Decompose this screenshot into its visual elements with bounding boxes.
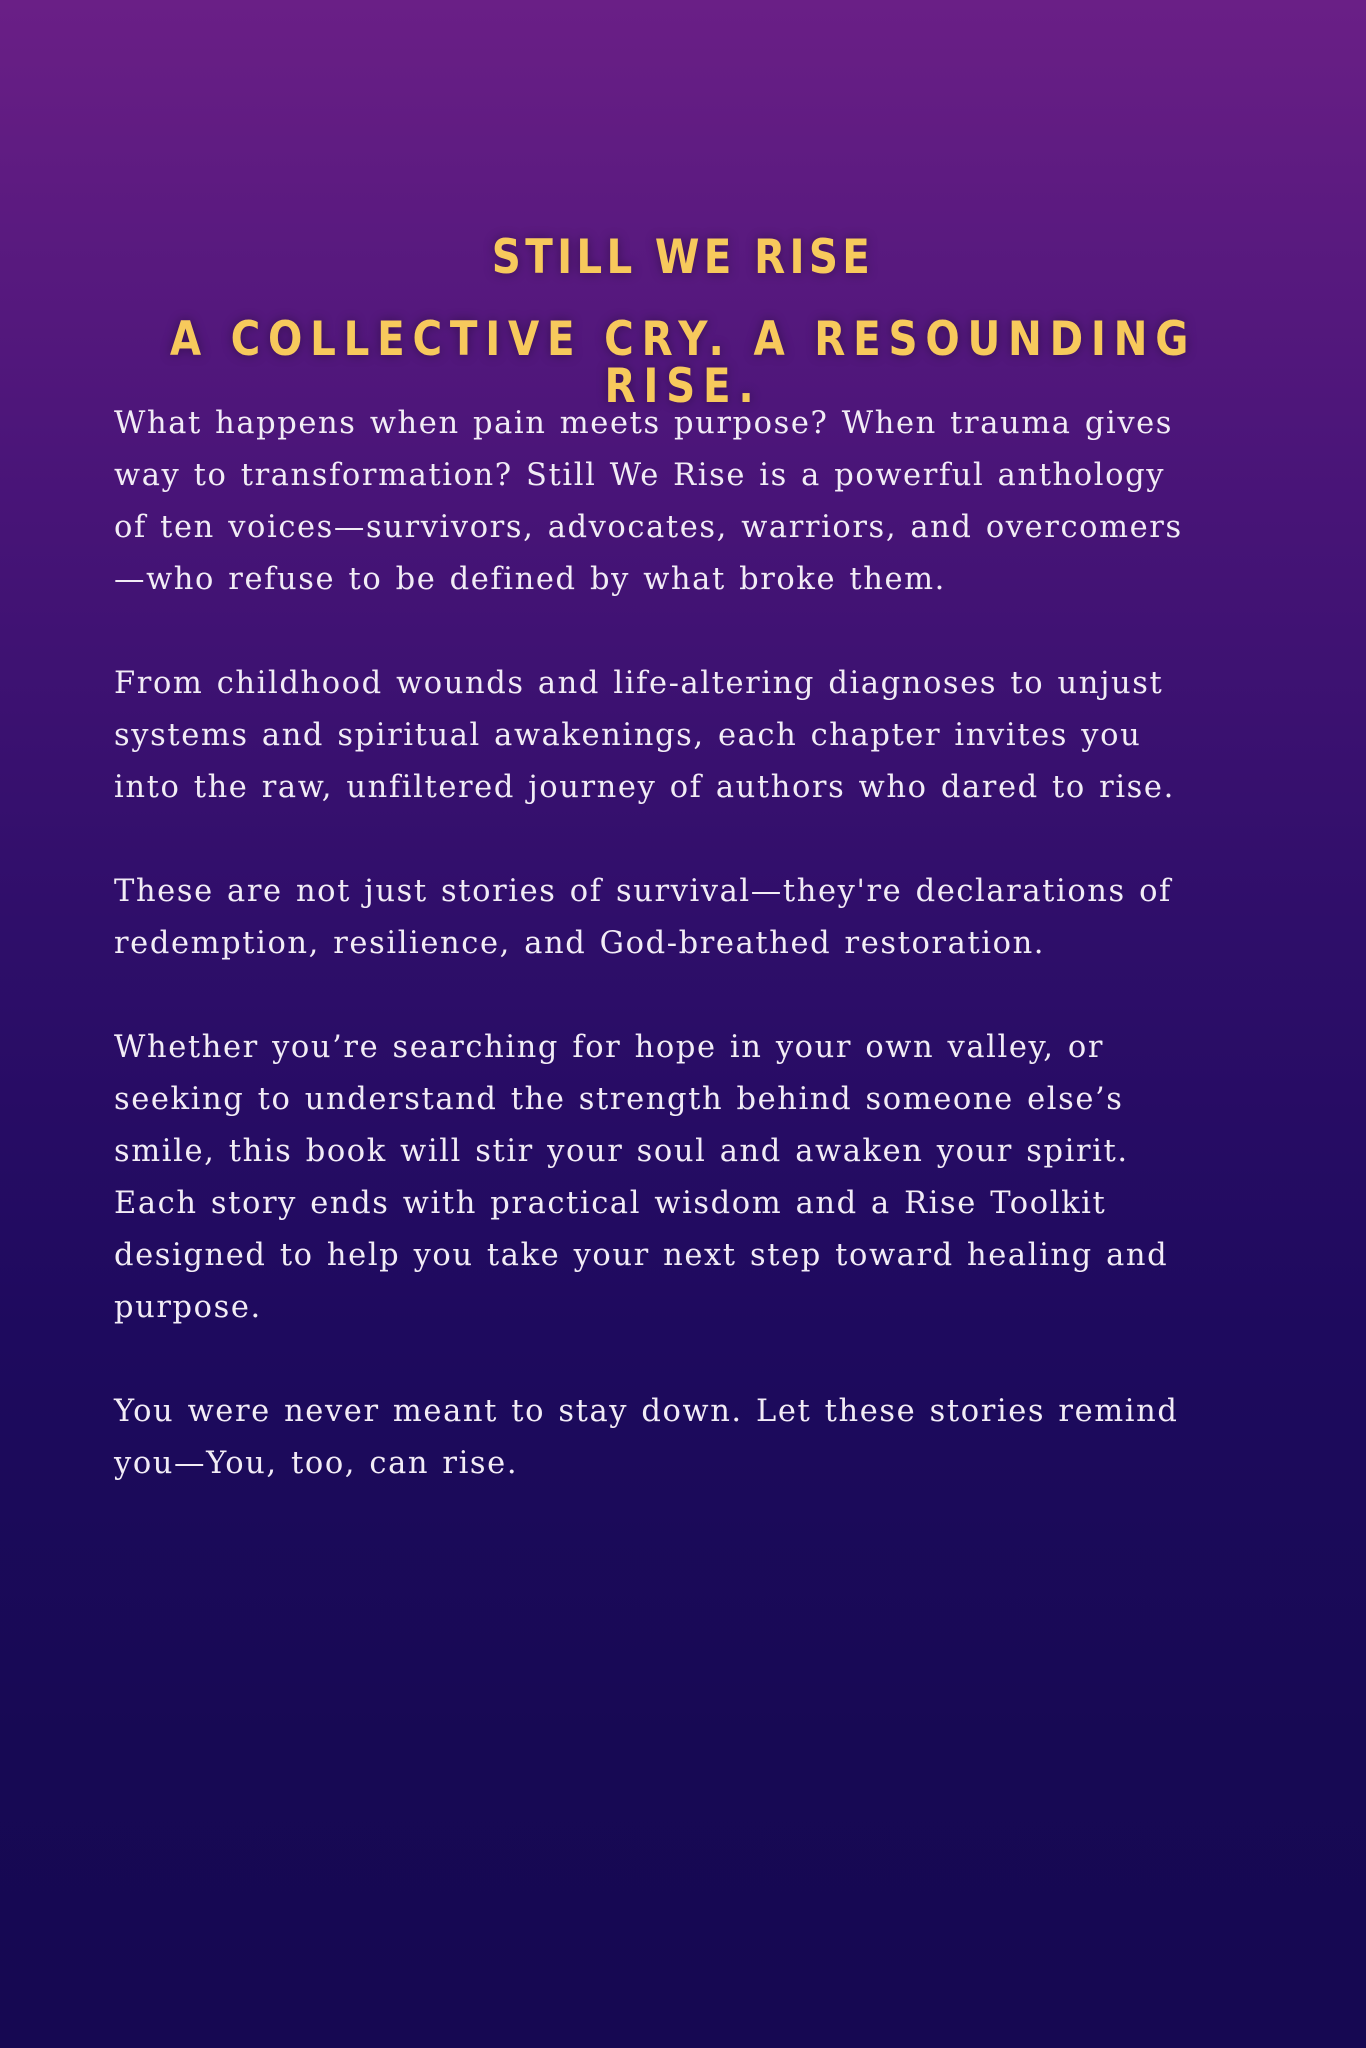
- blurb-paragraph: What happens when pain meets purpose? When trauma gives way to transformation? Still We Rise is a powerful anthology of ten voices—survivors, advocates, warriors, and overcomers —who refuse to be defined by what broke them.: [114, 406, 1183, 597]
- blurb-paragraph: Whether you’re searching for hope in your own valley, or seeking to understand the strength behind someone else’s smile, this book will stir your soul and awaken your spirit. Each story ends with practical wisdom and a Rise Toolkit designed to help you take your next step toward healing and purpose.: [114, 1030, 1169, 1325]
- book-tagline: A COLLECTIVE CRY. A RESOUNDING RISE.: [169, 312, 1197, 414]
- blurb: [114, 398, 1254, 1542]
- blurb-paragraph: From childhood wounds and life-altering diagnoses to unjust systems and spiritual awakenings, each chapter invites you into the raw, unfiltered journey of authors who dared to rise.: [114, 666, 1175, 805]
- blurb-paragraph: You were never meant to stay down. Let these stories remind you—You, too, can rise.: [114, 1394, 1179, 1481]
- book-title: STILL WE RISE: [491, 230, 875, 285]
- blurb-paragraph: These are not just stories of survival—they're declarations of redemption, resilience, and God-breathed restoration.: [114, 874, 1172, 961]
